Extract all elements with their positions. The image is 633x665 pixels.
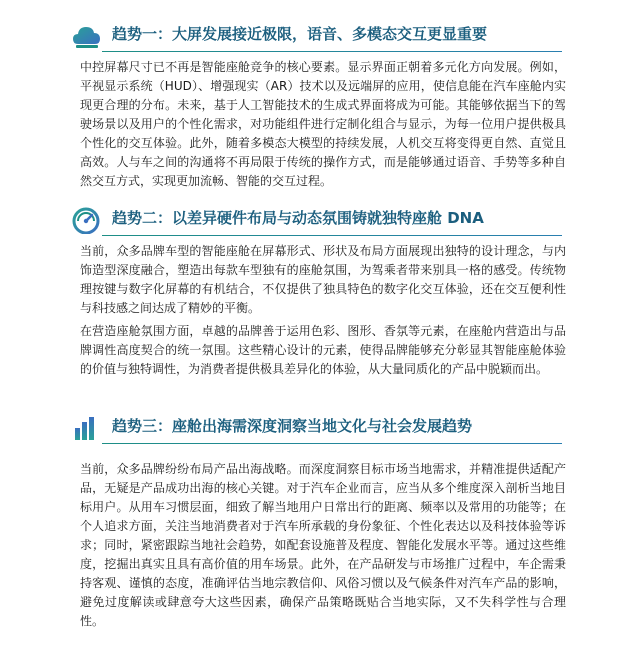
trend1-title: 趋势一：大屏发展接近极限，语音、多模态交互更显重要	[112, 25, 488, 43]
trend3-paragraph: 当前，众多品牌纷纷布局产品出海战略。而深度洞察目标市场当地需求，并精准提供适配产品，无疑是产品成功出海的核心关键。对于汽车企业而言，应当从多个维度深入剖析当地目标用户。从用车习惯层面，细致了解当地用户日常出行的距离、频率以及常用的功能等；在个人追求方面，关注当地消费者对于汽车所承载的身份象征、个性化表达以及科技体验等诉求；同时，紧密跟踪当地社会趋势，如配套设施普及程度、智能化发展水平等。通过这些维度，挖掘出真实且具有高价值的用车场景。此外，在产品研发与市场推广过程中，车企需秉持客观、谨慎的态度，准确评估当地宗教信仰、风俗习惯以及气候条件对汽车产品的影响，避免过度解读或肆意夸大这些因素，确保产品策略既贴合当地实际，又不失科学性与合理性。	[80, 462, 566, 628]
trend1-heading	[72, 22, 562, 52]
trend2-paragraph-1: 当前，众多品牌车型的智能座舱在屏幕形式、形状及布局方面展现出独特的设计理念，与内饰造型深度融合，塑造出每款车型独有的座舱氛围，为驾乘者带来别具一格的感受。传统物理按键与数字化屏幕的有机结合，不仅提供了独具特色的数字化交互体验，还在交互便利性与科技感之间达成了精妙的平衡。	[80, 244, 566, 315]
trend1-divider	[102, 51, 562, 53]
trend2-paragraph-2: 在营造座舱氛围方面，卓越的品牌善于运用色彩、图形、香氛等元素，在座舱内营造出与品牌调性高度契合的统一氛围。这些精心设计的元素，使得品牌能够充分彰显其智能座舱体验的价值与独特调性，为消费者提供极具差异化的体验，从大量同质化的产品中脱颖而出。	[80, 324, 566, 376]
speedometer-icon	[72, 206, 102, 234]
cloud-screen-icon	[72, 22, 102, 50]
trend2-heading	[72, 206, 562, 236]
trend3-title: 趋势三：座舱出海需深度洞察当地文化与社会发展趋势	[112, 417, 473, 435]
trend2-title: 趋势二：以差异硬件布局与动态氛围铸就独特座舱 DNA	[112, 209, 484, 227]
trend2-divider	[102, 235, 562, 237]
bar-chart-icon	[72, 414, 102, 442]
trend3-divider	[102, 443, 562, 445]
trend3-heading	[72, 414, 562, 444]
trend1-paragraph: 中控屏幕尺寸已不再是智能座舱竞争的核心要素。显示界面正朝着多元化方向发展。例如，平视显示系统（HUD）、增强现实（AR）技术以及远端屏的应用，使信息能在汽车座舱内实现更合理的分布。未来，基于人工智能技术的生成式界面将成为可能。其能够依据当下的驾驶场景以及用户的个性化需求，对功能组件进行定制化组合与显示，为每一位用户提供极具个性化的交互体验。此外，随着多模态大模型的持续发展，人机交互将变得更自然、直觉且高效。人与车之间的沟通将不再局限于传统的操作方式，而是能够通过语音、手势等多种自然交互方式，实现更加流畅、智能的交互过程。	[80, 60, 566, 188]
